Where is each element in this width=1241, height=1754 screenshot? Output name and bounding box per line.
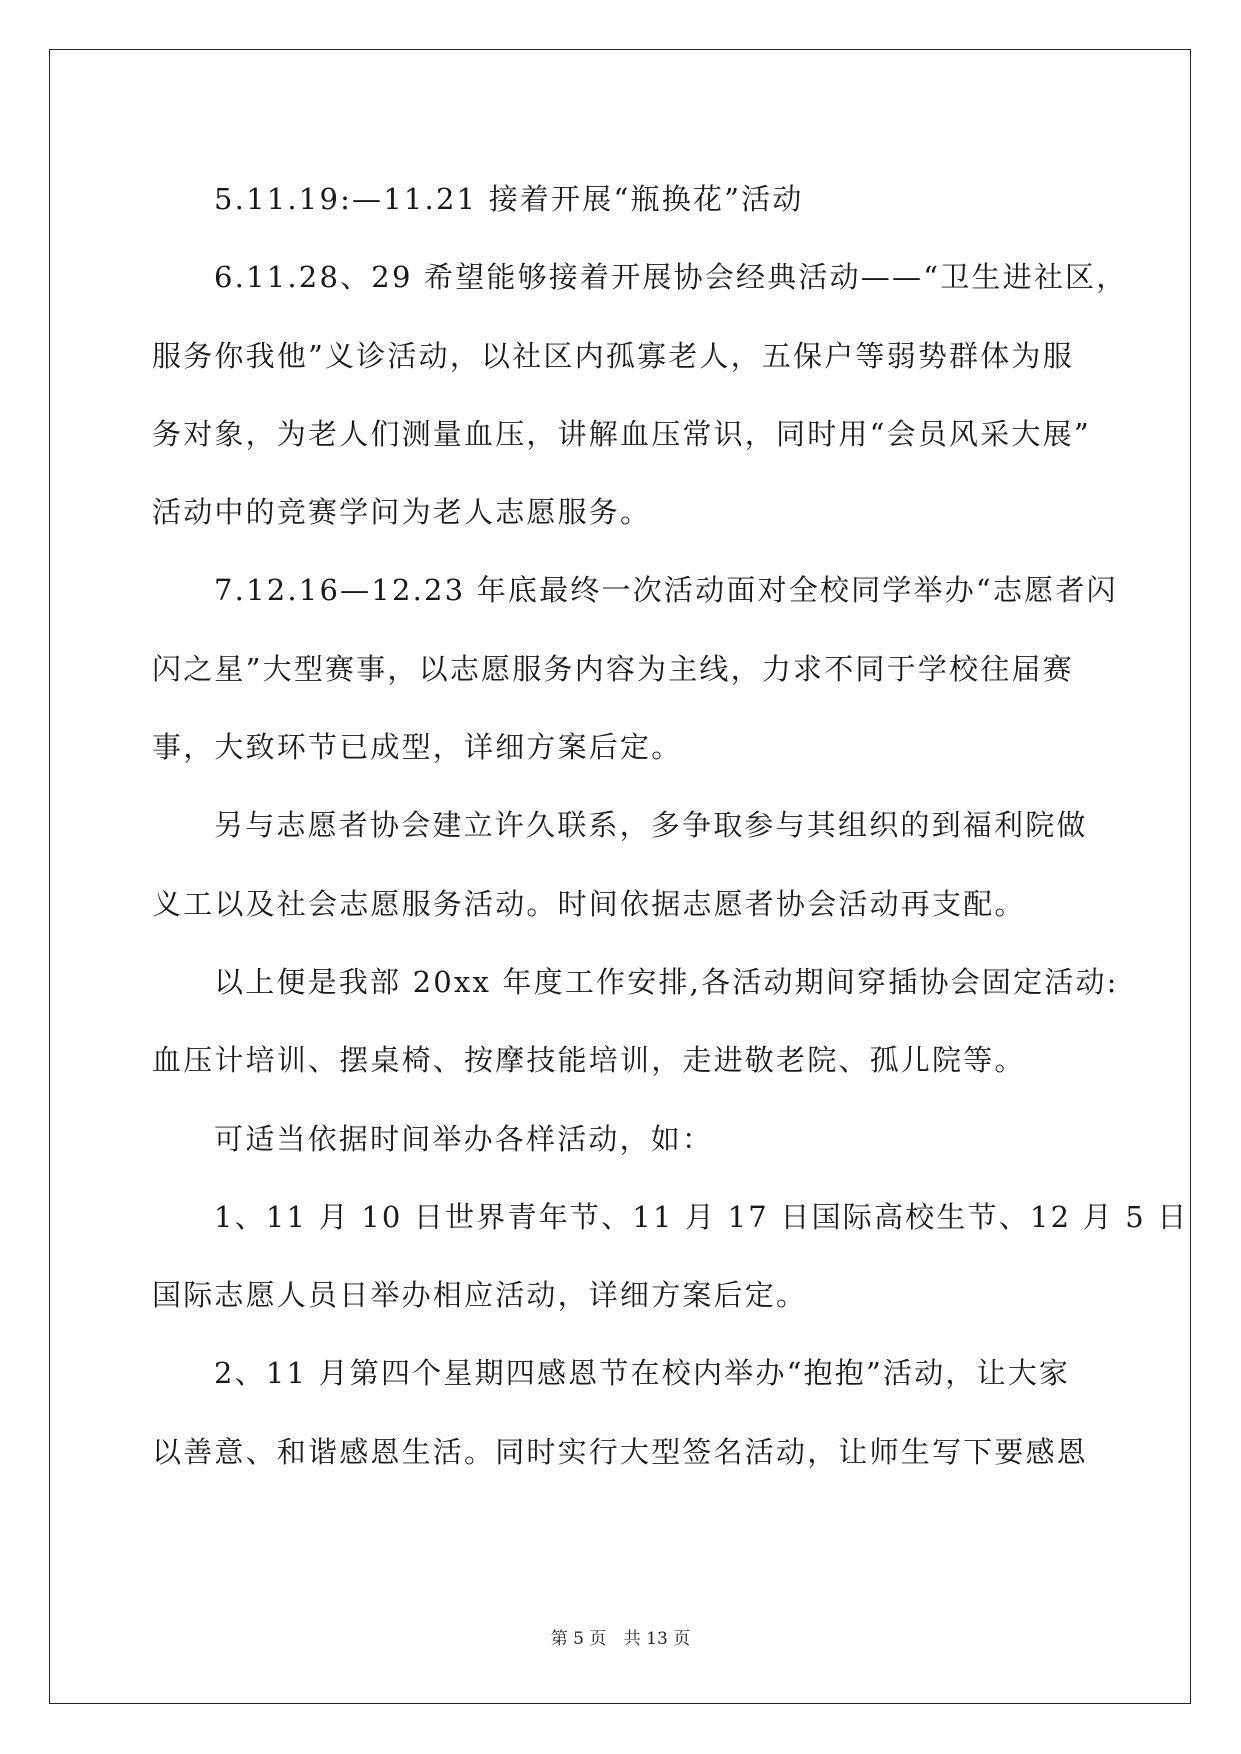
- text-line: 闪之星”大型赛事，以志愿服务内容为主线，力求不同于学校往届赛: [152, 651, 1074, 686]
- text-line: 以善意、和谐感恩生活。同时实行大型签名活动，让师生写下要感恩: [152, 1434, 1089, 1469]
- text-line: 1、11 月 10 日世界青年节、11 月 17 日国际高校生节、12 月 5 日: [214, 1199, 1189, 1234]
- text-line: 务对象，为老人们测量血压，讲解血压常识，同时用“会员风采大展”: [152, 416, 1091, 451]
- text-line: 7.12.16—12.23 年底最终一次活动面对全校同学举办“志愿者闪: [214, 573, 1118, 608]
- text-line: 义工以及社会志愿服务活动。时间依据志愿者协会活动再支配。: [152, 886, 1026, 921]
- text-line: 可适当依据时间举办各样活动，如：: [214, 1121, 714, 1156]
- page-footer: [0, 1624, 1241, 1649]
- text-line: 5.11.19:—11.21 接着开展“瓶换花”活动: [214, 182, 804, 216]
- text-line: 服务你我他”义诊活动，以社区内孤寡老人，五保户等弱势群体为服: [152, 338, 1074, 373]
- text-line: 2、11 月第四个星期四感恩节在校内举办“抱抱”活动，让大家: [214, 1356, 1071, 1391]
- text-line: 另与志愿者协会建立许久联系，多争取参与其组织的到福利院做: [214, 808, 1088, 843]
- text-line: 活动中的竞赛学问为老人志愿服务。: [152, 495, 652, 530]
- text-line: 血压计培训、摆桌椅、按摩技能培训，走进敬老院、孤儿院等。: [152, 1043, 1026, 1078]
- text-line: 国际志愿人员日举办相应活动，详细方案后定。: [152, 1278, 808, 1313]
- text-line: 6.11.28、29 希望能够接着开展协会经典活动——“卫生进社区，: [214, 260, 1128, 295]
- page-number: 第 5 页: [550, 1629, 607, 1649]
- document-body: [152, 160, 1189, 1491]
- page-total: 共 13 页: [623, 1629, 691, 1649]
- text-line: 以上便是我部 20xx 年度工作安排,各活动期间穿插协会固定活动:: [214, 964, 1119, 999]
- text-line: 事，大致环节已成型，详细方案后定。: [152, 730, 683, 765]
